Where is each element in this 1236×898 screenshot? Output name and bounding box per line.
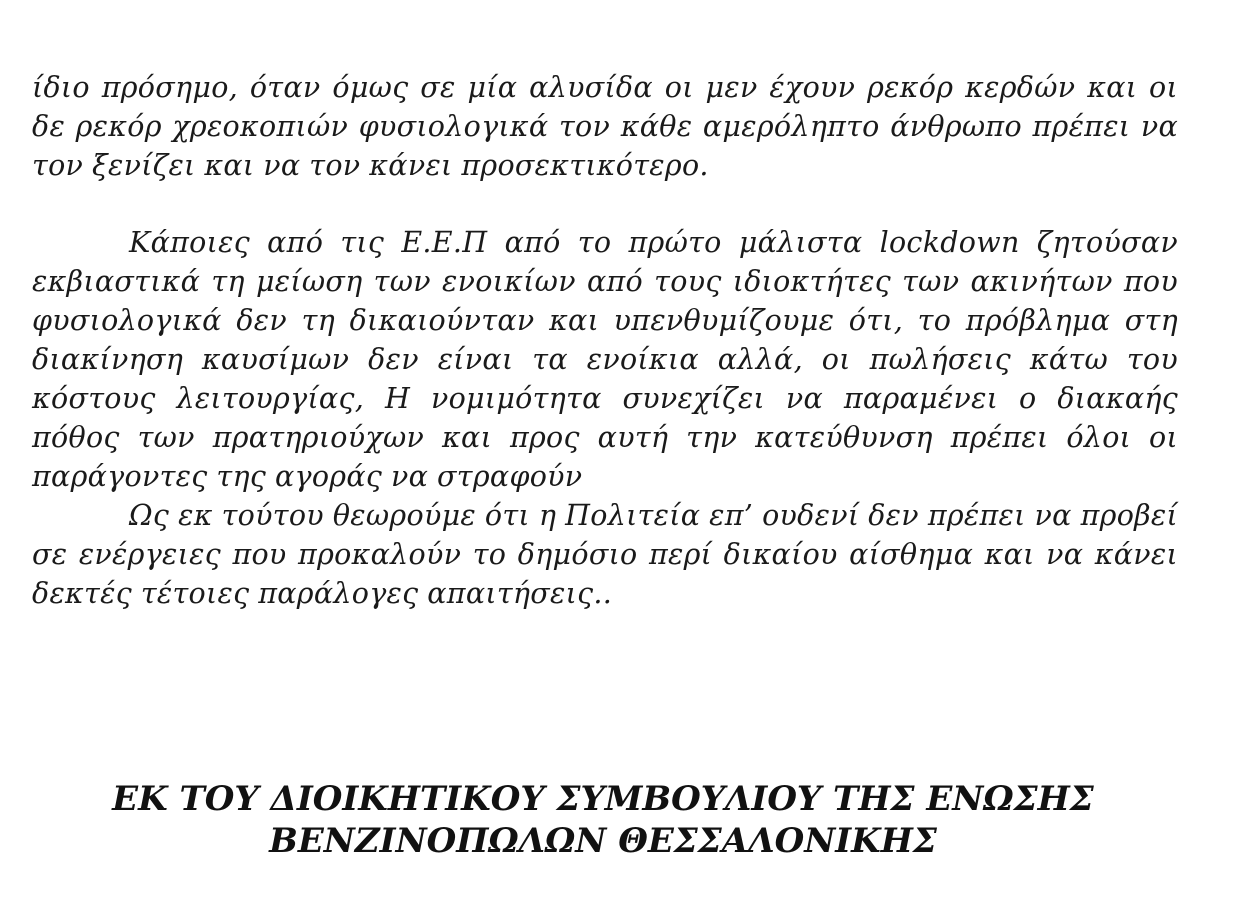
paragraph-conclusion: Ως εκ τούτου θεωρούμε ότι η Πολιτεία επ’ ουδενί δεν πρέπει να προβεί σε ενέργειες που προκαλούν το δημόσιο περί δικαίου αίσθημα και να κάνει δεκτές τέτοιες παράλογες απαιτήσεις.. (32, 499, 1178, 610)
signature-line-1: ΕΚ ΤΟΥ ΔΙΟΙΚΗΤΙΚΟΥ ΣΥΜΒΟΥΛΙΟΥ ΤΗΣ ΕΝΩΣΗΣ (112, 779, 1094, 819)
signature-line-2: ΒΕΝΖΙΝΟΠΩΛΩΝ ΘΕΣΣΑΛΟΝΙΚΗΣ (269, 821, 937, 861)
paragraph-lockdown-rents: Κάποιες από τις Ε.Ε.Π από το πρώτο μάλιστα lockdown ζητούσαν εκβιαστικά τη μείωση των ενοικίων από τους ιδιοκτήτες των ακινήτων που φυσιολογικά δεν τη δικαιούνταν και υπενθυμίζουμε ότι, το πρόβλημα στη διακίνηση καυσίμων δεν είναι τα ενοίκια αλλά, οι πωλήσεις κάτω του κόστους λειτουργίας, Η νομιμότητα συνεχίζει να παραμένει ο διακαής πόθος των πρατηριούχων και προς αυτή την κατεύθυνση πρέπει όλοι οι παράγοντες της αγοράς να στραφούν (32, 226, 1178, 493)
signature-block (0, 778, 1206, 862)
document-body (32, 68, 1178, 613)
paragraph-continuation: ίδιο πρόσημο, όταν όμως σε μία αλυσίδα οι μεν έχουν ρεκόρ κερδών και οι δε ρεκόρ χρεοκοπιών φυσιολογικά τον κάθε αμερόληπτο άνθρωπο πρέπει να τον ξενίζει και να τον κάνει προσεκτικότερο. (32, 71, 1178, 182)
paragraph-spacer (32, 185, 1178, 223)
